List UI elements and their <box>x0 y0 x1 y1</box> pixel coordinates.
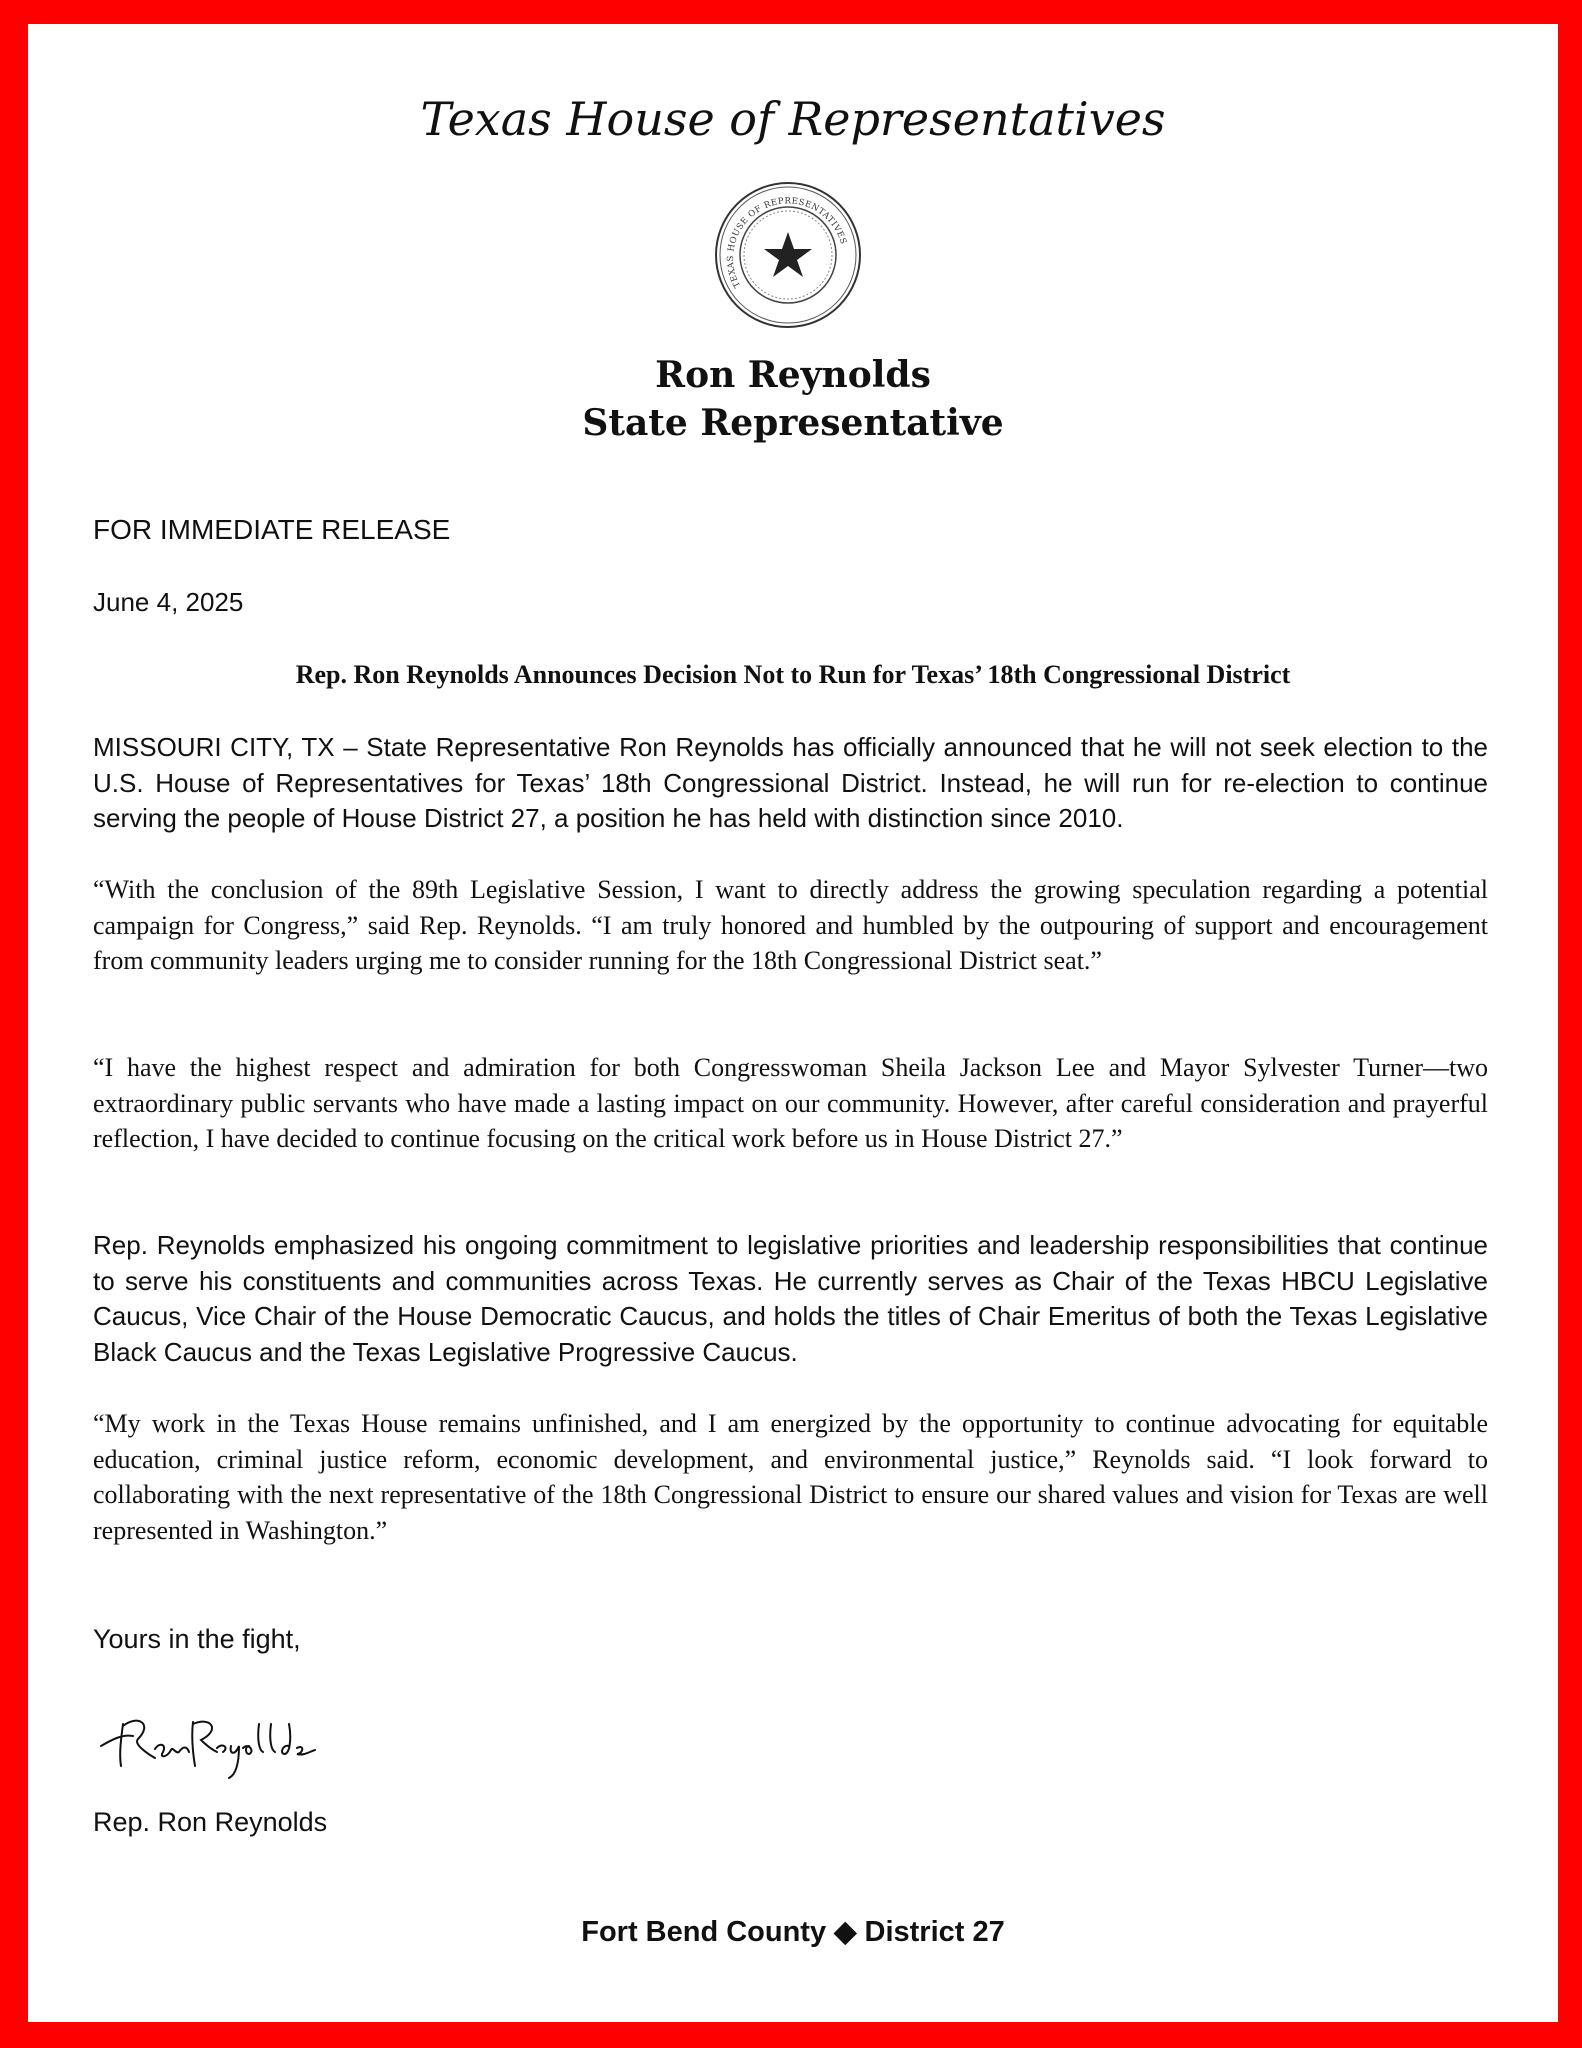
representative-name: Ron Reynolds <box>655 354 931 396</box>
press-release-page <box>28 24 1558 2022</box>
body-paragraph: “I have the highest respect and admiration for both Congresswoman Sheila Jackson Lee and Mayor Sylvester Turner—two extraordinary public servants who have made a lasting impact on our community. However, after careful consideration and prayerful reflection, I have decided to continue focusing on the critical work before us in House District 27.” <box>93 1053 1488 1153</box>
body-paragraph: “My work in the Texas House remains unfinished, and I am energized by the opportunity to continue advocating for equitable education, criminal justice reform, economic development, and environmental justice,” Reynolds said. “I look forward to collaborating with the next representative of the 18th Congressional District to ensure our shared values and vision for Texas are well represented in Washington.” <box>93 1409 1488 1545</box>
release-date: June 4, 2025 <box>93 587 244 617</box>
release-label: FOR IMMEDIATE RELEASE <box>93 514 451 545</box>
signature <box>93 1694 323 1784</box>
headline: Rep. Ron Reynolds Announces Decision Not to Run for Texas’ 18th Congressional District <box>295 660 1291 689</box>
letterhead-title: Texas House of Representatives <box>420 92 1166 146</box>
svg-text:TEXAS HOUSE OF REPRESENTATIVES: TEXAS HOUSE OF REPRESENTATIVES <box>725 196 849 290</box>
body-paragraph: MISSOURI CITY, TX – State Representative Ron Reynolds has officially announced that he will not seek election to the U.S. House of Representatives for Texas’ 18th Congressional District. Instead, he will run for re-election to continue serving the people of House District 27, a position he has held with distinction since 2010. <box>93 732 1488 833</box>
body-paragraph: “With the conclusion of the 89th Legislative Session, I want to directly address the growing speculation regarding a potential campaign for Congress,” said Rep. Reynolds. “I am truly honored and humbled by the outpouring of support and encouragement from community leaders urging me to consider running for the 18th Congressional District seat.” <box>93 875 1488 975</box>
house-seal-icon <box>713 180 863 330</box>
body-paragraph: Rep. Reynolds emphasized his ongoing commitment to legislative priorities and leadership responsibilities that continue to serve his constituents and communities across Texas. He currently serves as Chair of the Texas HBCU Legislative Caucus, Vice Chair of the House Democratic Caucus, and holds the titles of Chair Emeritus of both the Texas Legislative Black Caucus and the Texas Legislative Progressive Caucus. <box>93 1230 1488 1367</box>
footer: Fort Bend County ◆ District 27 <box>581 1916 1005 1948</box>
signoff-name: Rep. Ron Reynolds <box>93 1807 328 1837</box>
closing: Yours in the fight, <box>93 1624 301 1654</box>
representative-position: State Representative <box>582 402 1004 444</box>
